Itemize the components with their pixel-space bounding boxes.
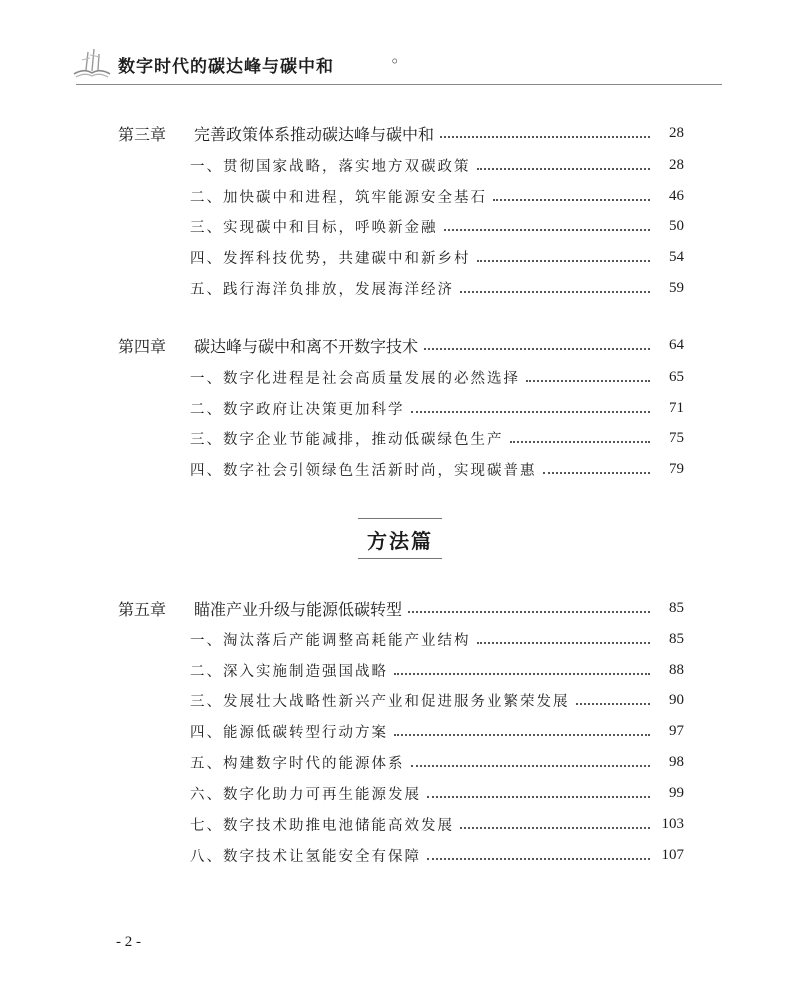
- running-header: [70, 46, 470, 80]
- toc-page-number: 75: [669, 429, 684, 446]
- dot-leader: [543, 462, 651, 474]
- toc-item-row[interactable]: [190, 658, 684, 682]
- toc-item-row[interactable]: [190, 812, 684, 836]
- dot-leader: [411, 401, 651, 413]
- toc-page-number: 65: [669, 368, 684, 385]
- toc-entry-title: 四、发挥科技优势，共建碳中和新乡村: [190, 250, 471, 267]
- toc-item-row[interactable]: [190, 276, 684, 300]
- chapter-number: 第三章: [118, 124, 167, 144]
- toc-entry-title: 一、淘汰落后产能调整高耗能产业结构: [190, 632, 471, 649]
- chapter-number: 第五章: [118, 599, 167, 619]
- toc-page-number: 99: [669, 784, 684, 801]
- toc-entry-title: 三、实现碳中和目标，呼唤新金融: [190, 219, 438, 236]
- toc-item-row[interactable]: [190, 365, 684, 389]
- dot-leader: [394, 663, 650, 675]
- toc-entry-title: 二、深入实施制造强国战略: [190, 663, 388, 680]
- toc-page-number: 85: [669, 630, 684, 647]
- toc-entry-title: 八、数字技术让氢能安全有保障: [190, 848, 421, 865]
- dot-leader: [444, 219, 651, 231]
- toc-page-number: 54: [669, 248, 684, 265]
- toc-chapter-row[interactable]: [118, 333, 684, 357]
- dot-leader: [493, 189, 650, 201]
- toc-page-number: 46: [669, 187, 684, 204]
- toc-chapter-row[interactable]: [118, 596, 684, 620]
- dot-leader: [477, 158, 651, 170]
- toc-item-row[interactable]: [190, 245, 684, 269]
- toc-item-row[interactable]: [190, 627, 684, 651]
- toc-entry-title: 五、践行海洋负排放，发展海洋经济: [190, 281, 454, 298]
- toc-page-number: 28: [669, 124, 684, 141]
- toc-page-number: 50: [669, 217, 684, 234]
- header-mark: ◦: [390, 52, 400, 71]
- toc-item-row[interactable]: [190, 184, 684, 208]
- dot-leader: [576, 693, 651, 705]
- toc-page-number: 88: [669, 661, 684, 678]
- toc-entry-title: 完善政策体系推动碳达峰与碳中和: [194, 124, 435, 144]
- toc-page-number: 64: [669, 336, 684, 353]
- toc-page-number: 71: [669, 399, 684, 416]
- section-title: 方法篇: [367, 529, 433, 553]
- dot-leader: [526, 370, 650, 382]
- section-rule-bottom: [358, 558, 442, 559]
- dot-leader: [440, 126, 650, 138]
- chapter-number: 第四章: [118, 336, 167, 356]
- dot-leader: [510, 431, 651, 443]
- toc-item-row[interactable]: [190, 843, 684, 867]
- toc-page-number: 90: [669, 691, 684, 708]
- book-title: 数字时代的碳达峰与碳中和: [118, 57, 334, 77]
- toc-chapter-row[interactable]: [118, 121, 684, 145]
- toc-page-number: 98: [669, 753, 684, 770]
- toc-item-row[interactable]: [190, 688, 684, 712]
- dot-leader: [460, 817, 650, 829]
- toc-entry-title: 二、数字政府让决策更加科学: [190, 401, 405, 418]
- dot-leader: [427, 786, 650, 798]
- page-number: - 2 -: [116, 934, 141, 950]
- toc-entry-title: 碳达峰与碳中和离不开数字技术: [194, 336, 419, 356]
- toc-entry-title: 四、能源低碳转型行动方案: [190, 724, 388, 741]
- dot-leader: [408, 601, 650, 613]
- dot-leader: [411, 755, 651, 767]
- dot-leader: [427, 848, 650, 860]
- toc-entry-title: 二、加快碳中和进程，筑牢能源安全基石: [190, 189, 487, 206]
- header-divider: [76, 84, 722, 85]
- toc-item-row[interactable]: [190, 457, 684, 481]
- dot-leader: [424, 338, 650, 350]
- toc-entry-title: 三、数字企业节能减排，推动低碳绿色生产: [190, 431, 504, 448]
- toc-page-number: 59: [669, 279, 684, 296]
- book-logo-icon: [70, 46, 114, 80]
- toc-page-number: 28: [669, 156, 684, 173]
- toc-page-number: 97: [669, 722, 684, 739]
- toc-item-row[interactable]: [190, 153, 684, 177]
- toc-entry-title: 七、数字技术助推电池储能高效发展: [190, 817, 454, 834]
- toc-page-number: 85: [669, 599, 684, 616]
- toc-entry-title: 五、构建数字时代的能源体系: [190, 755, 405, 772]
- toc-entry-title: 一、贯彻国家战略，落实地方双碳政策: [190, 158, 471, 175]
- toc-entry-title: 一、数字化进程是社会高质量发展的必然选择: [190, 370, 520, 387]
- toc-item-row[interactable]: [190, 426, 684, 450]
- toc-entry-title: 四、数字社会引领绿色生活新时尚，实现碳普惠: [190, 462, 537, 479]
- toc-item-row[interactable]: [190, 719, 684, 743]
- toc-page-number: 103: [661, 815, 684, 832]
- section-heading: [340, 518, 460, 559]
- dot-leader: [394, 724, 650, 736]
- toc-entry-title: 六、数字化助力可再生能源发展: [190, 786, 421, 803]
- dot-leader: [477, 632, 651, 644]
- toc-item-row[interactable]: [190, 214, 684, 238]
- toc-item-row[interactable]: [190, 750, 684, 774]
- dot-leader: [477, 250, 651, 262]
- toc-entry-title: 三、发展壮大战略性新兴产业和促进服务业繁荣发展: [190, 693, 570, 710]
- toc-entry-title: 瞄准产业升级与能源低碳转型: [194, 599, 403, 619]
- toc-page-number: 107: [661, 846, 684, 863]
- toc-page-number: 79: [669, 460, 684, 477]
- toc-item-row[interactable]: [190, 396, 684, 420]
- toc-item-row[interactable]: [190, 781, 684, 805]
- dot-leader: [460, 281, 650, 293]
